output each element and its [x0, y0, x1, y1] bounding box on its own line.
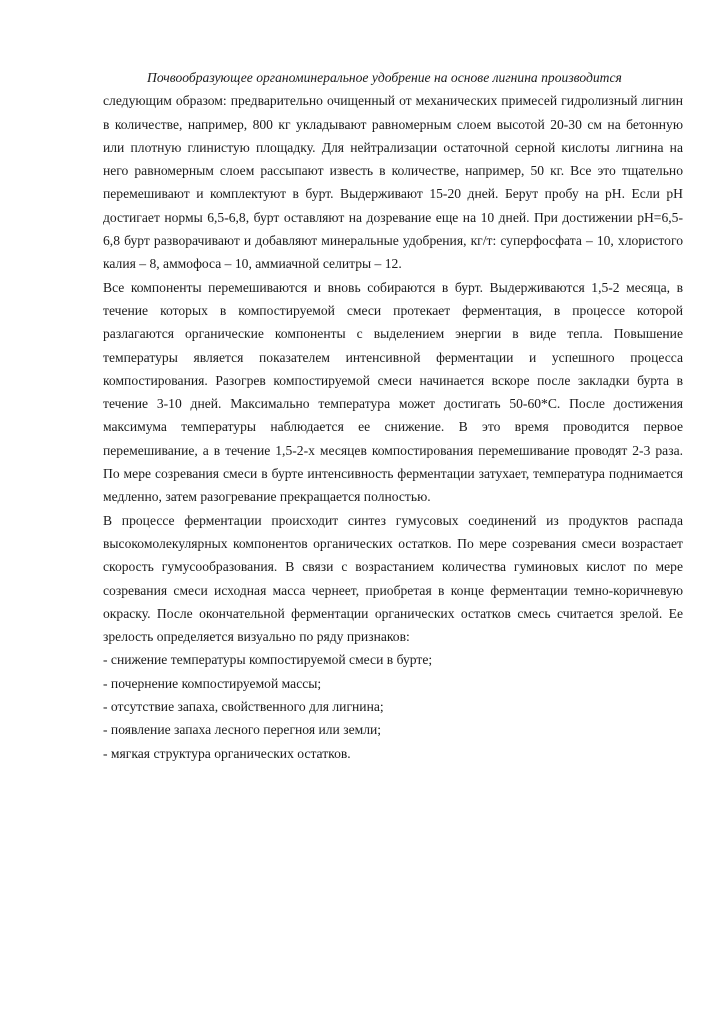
- text-line-5: него равномерным слоем рассыпают известь в количестве, например, 50 кг. Все это тщательно: [103, 163, 683, 179]
- text-line-19: медленно, затем разогревание прекращается полностью.: [103, 489, 431, 505]
- text-line-20: В процессе ферментации происходит синтез гумусовых соединений из продуктов распада: [103, 512, 683, 528]
- list-item-2: - почернение компостируемой массы;: [103, 675, 322, 691]
- text-line-21: высокомолекулярных компонентов органических остатков. По мере созревания смеси возрастает: [103, 535, 683, 551]
- text-line-14: компостирования. Разогрев компостируемой смеси начинается вскоре после закладки бурта в: [103, 372, 683, 388]
- text-line-3: в количестве, например, 800 кг укладывают равномерным слоем высотой 20-30 см на бетонную: [103, 116, 683, 132]
- text-line-18: По мере созревания смеси в бурте интенсивность ферментации затухает, температура поднимается: [103, 466, 683, 482]
- text-line-11: течение которых в компостируемой смеси протекает ферментация, в процессе которой: [103, 302, 683, 318]
- text-line-1: Почвообразующее органоминеральное удобрение на основе лигнина производится: [147, 70, 622, 85]
- list-item-4: - появление запаха лесного перегноя или земли;: [103, 722, 382, 738]
- text-line-24: окраску. После окончательной ферментации органических остатков смесь считается зрелой. Ее: [103, 605, 683, 621]
- text-line-10: Все компоненты перемешиваются и вновь собираются в бурт. Выдерживаются 1,5-2 месяца, в: [103, 279, 683, 295]
- text-line-23: созревания смеси исходная масса чернеет, приобретая в конце ферментации темно-коричневую: [103, 582, 683, 598]
- text-line-16: максимума температуры наблюдается ее снижение. В это время проводится первое: [103, 419, 683, 435]
- text-line-22: скорость гумусообразования. В связи с возрастанием количества гуминовых кислот по мере: [103, 559, 683, 575]
- text-line-6: перемешивают и комплектуют в бурт. Выдерживают 15-20 дней. Берут пробу на pH. Если pH: [103, 186, 683, 202]
- text-line-13: температуры является показателем интенсивной ферментации и успешного процесса: [103, 349, 683, 365]
- text-line-12: разлагаются органические компоненты с выделением энергии в виде тепла. Повышение: [103, 326, 683, 342]
- text-line-4: или плотную глинистую площадку. Для нейтрализации остаточной серной кислоты лигнина на: [103, 139, 683, 155]
- text-line-15: течение 3-10 дней. Максимально температура может достигать 50-60*С. После достижения: [103, 396, 683, 412]
- text-line-17: перемешивание, а в течение 1,5-2-х месяцев компостирования перемешивание проводят 2-3 раза.: [103, 442, 683, 458]
- text-line-9: калия – 8, аммофоса – 10, аммиачной селитры – 12.: [103, 256, 402, 272]
- list-item-3: - отсутствие запаха, свойственного для лигнина;: [103, 699, 384, 715]
- text-line-2: следующим образом: предварительно очищенный от механических примесей гидролизный лигнин: [103, 93, 683, 109]
- list-item-1: - снижение температуры компостируемой смеси в бурте;: [103, 652, 433, 668]
- body-text: [103, 66, 683, 765]
- text-line-8: 6,8 бурт разворачивают и добавляют минеральные удобрения, кг/т: суперфосфата – 10, хлористого: [103, 233, 683, 249]
- text-line-7: достигает нормы 6,5-6,8, бурт оставляют на дозревание еще на 10 дней. При достижении pH=6,5-: [103, 209, 683, 225]
- list-item-5: - мягкая структура органических остатков.: [103, 745, 351, 761]
- text-line-25: зрелость определяется визуально по ряду признаков:: [103, 629, 410, 645]
